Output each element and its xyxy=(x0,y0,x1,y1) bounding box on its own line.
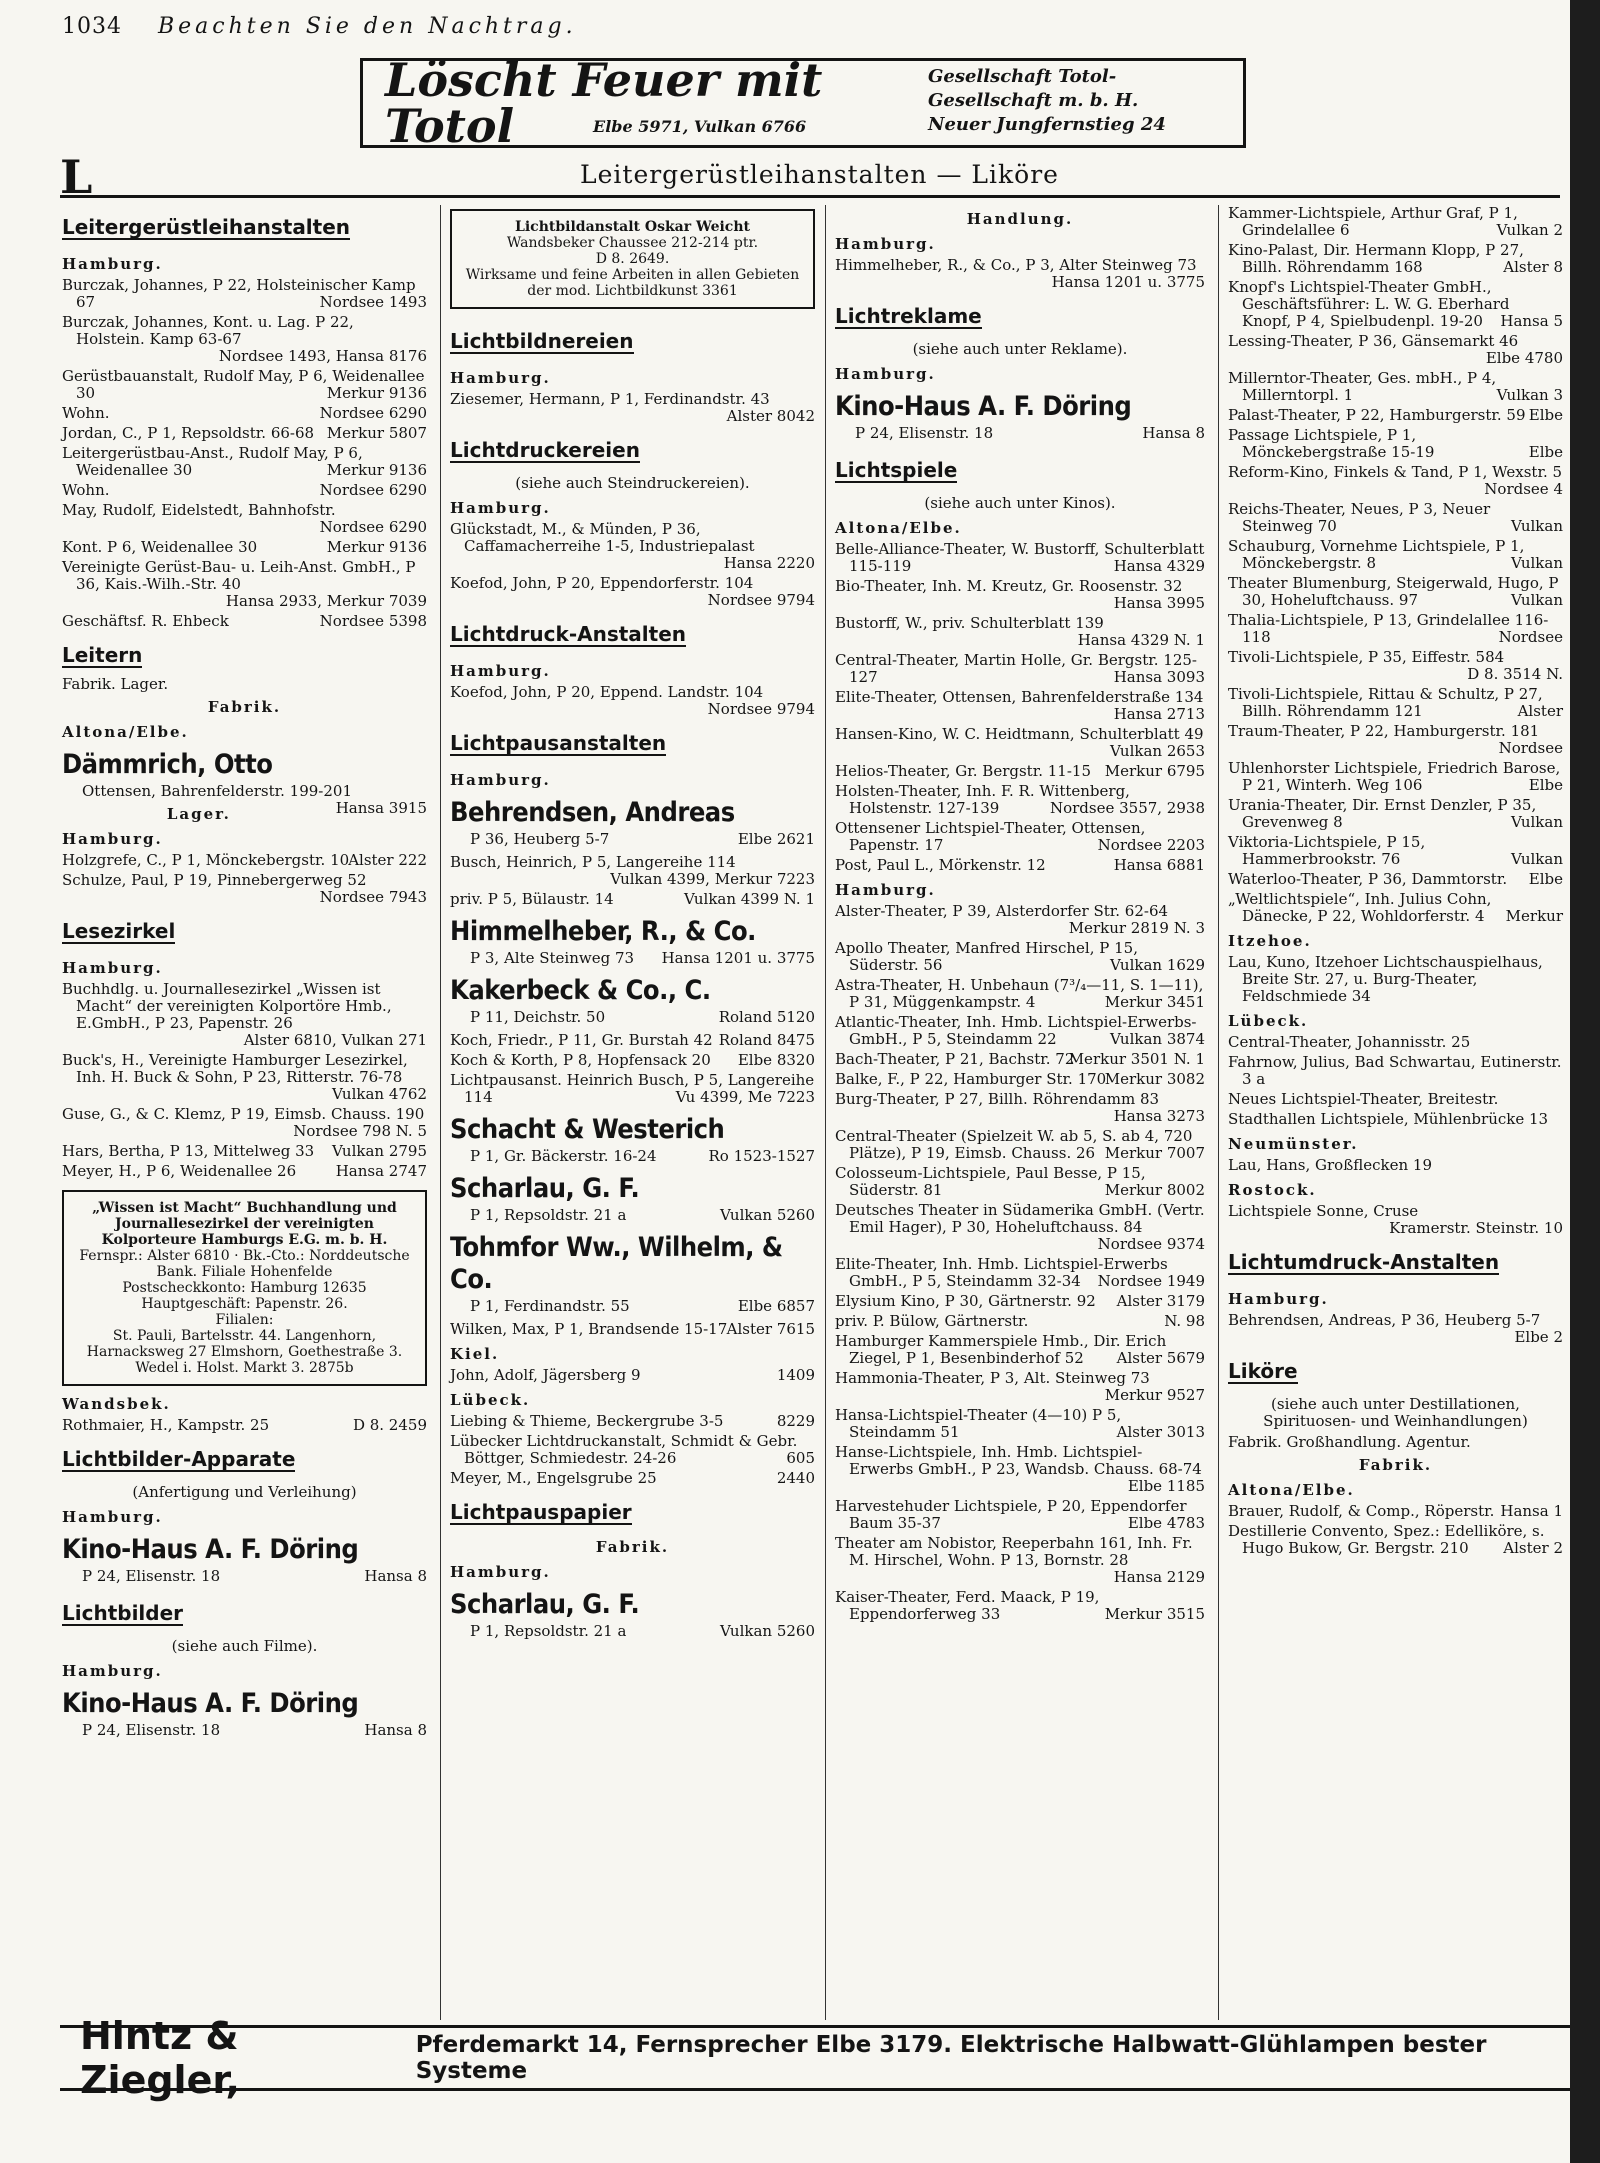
page-number: 1034 xyxy=(62,14,122,39)
ad-line: Fernspr.: Alster 6810 · Bk.-Cto.: Norddeutsche Bank. Filiale Hohenfelde xyxy=(79,1248,410,1280)
directory-entry: Burczak, Johannes, Kont. u. Lag. P 22, Holstein. Kamp 63-67 Nordsee 1493, Hansa 8176 xyxy=(62,313,427,365)
address: P 11, Deichstr. 50 xyxy=(470,1008,606,1026)
bottom-ad-firm: Hintz & Ziegler, xyxy=(80,2014,240,2102)
phone: Vulkan 5260 xyxy=(720,1622,815,1640)
entry-list xyxy=(1228,1503,1563,1557)
directory-entry: Alster-Theater, P 39, Alsterdorfer Str. 62-64 Merkur 2819 N. 3 xyxy=(835,902,1205,937)
directory-entry: Central-Theater, Martin Holle, Gr. Bergstr. 125-127 Hansa 3093 xyxy=(835,651,1205,686)
directory-entry: Elite-Theater, Ottensen, Bahrenfelderstraße 134 Hansa 2713 xyxy=(835,688,1205,723)
directory-entry: Destillerie Convento, Spez.: Edelliköre, s. Hugo Bukow, Gr. Bergstr. 210 Alster 2 xyxy=(1228,1522,1563,1557)
section-note: (siehe auch unter Kinos). xyxy=(924,494,1116,512)
section-heading: Lichtspiele xyxy=(835,458,958,482)
entry-list xyxy=(450,854,815,908)
directory-entry: Lau, Hans, Großflecken 19 xyxy=(1228,1156,1432,1174)
firm-name: Kakerbeck & Co., C. xyxy=(450,975,711,1006)
directory-entry: Fahrnow, Julius, Bad Schwartau, Eutinerstr. 3 a xyxy=(1228,1053,1562,1088)
directory-entry: Millerntor-Theater, Ges. mbH., P 4, Millerntorpl. 1 Vulkan 3 xyxy=(1228,369,1563,404)
directory-entry: Hamburger Kammerspiele Hmb., Dir. Erich Ziegel, P 1, Besenbinderhof 52 Alster 5679 xyxy=(835,1332,1205,1367)
directory-entry: Passage Lichtspiele, P 1, Mönckebergstraße 15-19 Elbe xyxy=(1228,426,1563,461)
phone: Ro 1523-1527 xyxy=(708,1147,815,1165)
firm-address xyxy=(450,1148,815,1165)
city-heading: Kiel. xyxy=(450,1345,500,1363)
directory-entry: Atlantic-Theater, Inh. Hmb. Lichtspiel-Erwerbs-GmbH., P 5, Steindamm 22 Vulkan 3874 xyxy=(835,1013,1205,1048)
section-heading: Lichtpauspapier xyxy=(450,1500,632,1524)
directory-entry: priv. P 5, Bülaustr. 14 Vulkan 4399 N. 1 xyxy=(450,890,815,908)
entry-list xyxy=(62,852,427,906)
phone: Roland 5120 xyxy=(718,1008,815,1026)
subheading-fabrik: Fabrik. xyxy=(207,698,282,716)
city-heading: Hamburg. xyxy=(835,235,936,253)
column-1 xyxy=(62,205,427,1745)
section-heading: Leitern xyxy=(62,643,143,667)
address: P 1, Ferdinandstr. 55 xyxy=(470,1297,630,1315)
directory-entry: Knopf's Lichtspiel-Theater GmbH., Geschäftsführer: L. W. G. Eberhard Knopf, P 4, Spielbudenpl. 19-20 Hansa 5 xyxy=(1228,278,1563,330)
firm-name: Tohmfor Ww., Wilhelm, & Co. xyxy=(450,1232,783,1295)
firm-name: Scharlau, G. F. xyxy=(450,1589,640,1620)
directory-entry: Himmelheber, R., & Co., P 3, Alter Steinweg 73 Hansa 1201 u. 3775 xyxy=(835,256,1205,291)
city-heading: Hamburg. xyxy=(450,369,551,387)
city-heading: Lübeck. xyxy=(1228,1012,1309,1030)
totol-advertisement xyxy=(360,53,1246,153)
city-heading: Altona/Elbe. xyxy=(62,723,189,741)
entry-list xyxy=(1228,205,1563,925)
directory-entry: Reichs-Theater, Neues, P 3, Neuer Steinweg 70 Vulkan xyxy=(1228,500,1563,535)
city-heading: Hamburg. xyxy=(450,771,551,789)
column-2 xyxy=(450,205,815,1646)
directory-entry: Gerüstbauanstalt, Rudolf May, P 6, Weidenallee 30 Merkur 9136 xyxy=(62,367,427,402)
city-heading: Hamburg. xyxy=(835,365,936,383)
directory-entry: Glückstadt, M., & Münden, P 36, Caffamacherreihe 1-5, Industriepalast Hansa 2220 xyxy=(450,520,815,572)
ad-line: Hauptgeschäft: Papenstr. 26. xyxy=(141,1296,348,1312)
directory-entry: Koefod, John, P 20, Eppendorferstr. 104 Nordsee 9794 xyxy=(450,574,815,609)
directory-entry: Theater Blumenburg, Steigerwald, Hugo, P 30, Hoheluftchauss. 97 Vulkan xyxy=(1228,574,1563,609)
ad-line: Wirksame und feine Arbeiten in allen Gebieten der mod. Lichtbildkunst 3361 xyxy=(465,267,800,299)
entry-list xyxy=(62,1417,427,1434)
firm-address xyxy=(450,831,815,848)
directory-entry: Hammonia-Theater, P 3, Alt. Steinweg 73 Merkur 9527 xyxy=(835,1369,1205,1404)
bottom-ad-text: Pferdemarkt 14, Fernsprecher Elbe 3179. Elektrische Halbwatt-Glühlampen bester Systeme xyxy=(415,2032,1487,2084)
directory-entry: Lichtpausanst. Heinrich Busch, P 5, Langereihe 114 Vu 4399, Me 7223 xyxy=(450,1071,815,1106)
phone: Elbe 6857 xyxy=(737,1297,815,1315)
directory-entry: Bio-Theater, Inh. M. Kreutz, Gr. Roosenstr. 32 Hansa 3995 xyxy=(835,577,1205,612)
city-heading: Hamburg. xyxy=(835,881,936,899)
directory-entry: Hansa-Lichtspiel-Theater (4—10) P 5, Steindamm 51 Alster 3013 xyxy=(835,1406,1205,1441)
directory-entry: Holsten-Theater, Inh. F. R. Wittenberg, Holstenstr. 127-139 Nordsee 3557, 2938 xyxy=(835,782,1205,817)
entry-list xyxy=(62,981,427,1180)
entry-list xyxy=(450,1413,815,1487)
directory-entry: Wilken, Max, P 1, Brandsende 15-17 Alster 7615 xyxy=(450,1320,815,1338)
totol-address: Neuer Jungfernstieg 24 xyxy=(928,114,1166,135)
directory-entry: Bach-Theater, P 21, Bachstr. 72 Merkur 3501 N. 1 xyxy=(835,1050,1205,1068)
directory-entry: Koefod, John, P 20, Eppend. Landstr. 104 Nordsee 9794 xyxy=(450,683,815,718)
address: P 3, Alte Steinweg 73 xyxy=(470,949,635,967)
entry-list xyxy=(1228,954,1563,1005)
address: P 24, Elisenstr. 18 xyxy=(82,1567,221,1585)
directory-entry: Busch, Heinrich, P 5, Langereihe 114 Vulkan 4399, Merkur 7223 xyxy=(450,853,815,888)
directory-entry: Neues Lichtspiel-Theater, Breitestr. xyxy=(1228,1090,1499,1108)
type-list: Fabrik. Lager. xyxy=(62,675,169,693)
firm-name: Kino-Haus A. F. Döring xyxy=(62,1688,359,1719)
directory-entry: Schulze, Paul, P 19, Pinnebergerweg 52 Nordsee 7943 xyxy=(62,871,427,906)
directory-entry: Stadthallen Lichtspiele, Mühlenbrücke 13 xyxy=(1228,1110,1549,1128)
section-heading: Lichtbildnereien xyxy=(450,329,634,353)
directory-entry: Koch & Korth, P 8, Hopfensack 20 Elbe 8320 xyxy=(450,1051,815,1069)
directory-entry: Leitergerüstbau-Anst., Rudolf May, P 6, Weidenallee 30 Merkur 9136 xyxy=(62,444,427,479)
directory-entry: Urania-Theater, Dir. Ernst Denzler, P 35, Grevenweg 8 Vulkan xyxy=(1228,796,1563,831)
directory-entry: Hanse-Lichtspiele, Inh. Hmb. Lichtspiel-Erwerbs GmbH., P 23, Wandsb. Chauss. 68-74 Elbe 1185 xyxy=(835,1443,1205,1495)
directory-entry: Jordan, C., P 1, Repsoldstr. 66-68 Merkur 5807 xyxy=(62,424,427,442)
section-note: (siehe auch unter Reklame). xyxy=(912,340,1128,358)
firm-address xyxy=(450,1207,815,1224)
city-heading: Lübeck. xyxy=(450,1391,531,1409)
entry-list xyxy=(450,684,815,718)
totol-company: Gesellschaft Totol-Gesellschaft m. b. H. xyxy=(928,66,1139,111)
totol-phone: Elbe 5971, Vulkan 6766 xyxy=(593,117,807,136)
totol-slogan: Löscht Feuer mit Totol xyxy=(385,53,823,153)
directory-entry: Tivoli-Lichtspiele, P 35, Eiffestr. 584 D 8. 3514 N. xyxy=(1228,648,1563,683)
directory-entry: Traum-Theater, P 22, Hamburgerstr. 181 Nordsee xyxy=(1228,722,1563,757)
directory-entry: Kont. P 6, Weidenallee 30 Merkur 9136 xyxy=(62,538,427,556)
directory-entry: Kammer-Lichtspiele, Arthur Graf, P 1, Grindelallee 6 Vulkan 2 xyxy=(1228,204,1563,239)
city-heading: Hamburg. xyxy=(62,1508,163,1526)
directory-entry: Palast-Theater, P 22, Hamburgerstr. 59 Elbe xyxy=(1228,406,1563,424)
entry-list xyxy=(62,277,427,630)
section-letter: L xyxy=(60,150,93,204)
directory-entry: Astra-Theater, H. Unbehaun (7³/₄—11, S. 1—11), P 31, Müggenkampstr. 4 Merkur 3451 xyxy=(835,976,1205,1011)
directory-entry: Apollo Theater, Manfred Hirschel, P 15, Süderstr. 56 Vulkan 1629 xyxy=(835,939,1205,974)
directory-entry: Rothmaier, H., Kampstr. 25 D 8. 2459 xyxy=(62,1416,427,1434)
city-heading: Itzehoe. xyxy=(1228,932,1312,950)
entry-list xyxy=(1228,1312,1563,1346)
directory-entry: Waterloo-Theater, P 36, Dammtorstr. Elbe xyxy=(1228,870,1563,888)
phone: Vulkan 5260 xyxy=(720,1206,815,1224)
wissen-ist-macht-advertisement xyxy=(62,1190,427,1386)
phone: Hansa 8 xyxy=(364,1721,427,1739)
section-heading: Lichtdruckereien xyxy=(450,438,640,462)
directory-entry: Tivoli-Lichtspiele, Rittau & Schultz, P 27, Billh. Röhrendamm 121 Alster xyxy=(1228,685,1563,720)
section-note: (Anfertigung und Verleihung) xyxy=(132,1483,357,1501)
directory-entry: Central-Theater, Johannisstr. 25 xyxy=(1228,1033,1471,1051)
section-heading: Lichtumdruck-Anstalten xyxy=(1228,1250,1500,1274)
subheading-lager: Lager. xyxy=(166,805,231,823)
entry-list xyxy=(835,903,1205,1623)
firm-name: Kino-Haus A. F. Döring xyxy=(835,391,1132,422)
directory-entry: Burg-Theater, P 27, Billh. Röhrendamm 83 Hansa 3273 xyxy=(835,1090,1205,1125)
firm-name: Scharlau, G. F. xyxy=(450,1173,640,1204)
section-heading: Lichtdruck-Anstalten xyxy=(450,622,687,646)
directory-entry: Behrendsen, Andreas, P 36, Heuberg 5-7 Elbe 2 xyxy=(1228,1311,1563,1346)
directory-entry: Geschäftsf. R. Ehbeck Nordsee 5398 xyxy=(62,612,427,630)
section-heading: Lichtpausanstalten xyxy=(450,731,667,755)
subheading-handlung: Handlung. xyxy=(966,210,1074,228)
directory-entry: Elysium Kino, P 30, Gärtnerstr. 92 Alster 3179 xyxy=(835,1292,1205,1310)
directory-entry: Wohn. Nordsee 6290 xyxy=(62,481,427,499)
directory-entry: Meyer, M., Engelsgrube 25 2440 xyxy=(450,1469,815,1487)
directory-entry: Buck's, H., Vereinigte Hamburger Lesezirkel, Inh. H. Buck & Sohn, P 23, Ritterstr. 76-78 Vulkan 4762 xyxy=(62,1051,427,1103)
directory-entry: Elite-Theater, Inh. Hmb. Lichtspiel-Erwerbs GmbH., P 5, Steindamm 32-34 Nordsee 1949 xyxy=(835,1255,1205,1290)
directory-entry: Belle-Alliance-Theater, W. Bustorff, Schulterblatt 115-119 Hansa 4329 xyxy=(835,540,1205,575)
address: P 24, Elisenstr. 18 xyxy=(855,424,994,442)
column-3 xyxy=(835,205,1205,1626)
firm-address xyxy=(450,1623,815,1640)
entry-list xyxy=(835,541,1205,874)
section-note: (siehe auch Filme). xyxy=(171,1637,318,1655)
city-heading: Rostock. xyxy=(1228,1181,1317,1199)
ad-line: D 8. 2649. xyxy=(595,251,670,267)
city-heading: Hamburg. xyxy=(1228,1290,1329,1308)
city-heading: Hamburg. xyxy=(450,499,551,517)
directory-entry: Harvestehuder Lichtspiele, P 20, Eppendorfer Baum 35-37 Elbe 4783 xyxy=(835,1497,1205,1532)
address: P 1, Repsoldstr. 21 a xyxy=(470,1622,627,1640)
address: P 1, Repsoldstr. 21 a xyxy=(470,1206,627,1224)
firm-address xyxy=(62,1568,427,1585)
directory-entry: John, Adolf, Jägersberg 9 1409 xyxy=(450,1366,815,1384)
directory-entry: Guse, G., & C. Klemz, P 19, Eimsb. Chauss. 190 Nordsee 798 N. 5 xyxy=(62,1105,427,1140)
directory-entry: Kino-Palast, Dir. Hermann Klopp, P 27, Billh. Röhrendamm 168 Alster 8 xyxy=(1228,241,1563,276)
scan-edge xyxy=(1570,0,1600,2163)
entry-list xyxy=(450,1032,815,1106)
directory-entry: Lichtspiele Sonne, Cruse Kramerstr. Steinstr. 10 xyxy=(1228,1202,1563,1237)
entry-list xyxy=(450,521,815,609)
firm-name: Behrendsen, Andreas xyxy=(450,797,735,828)
firm-address xyxy=(835,425,1205,442)
firm-address xyxy=(450,1298,815,1315)
directory-entry: Holzgrefe, C., P 1, Mönckebergstr. 10 Alster 222 xyxy=(62,851,427,869)
directory-entry: Hars, Bertha, P 13, Mittelweg 33 Vulkan 2795 xyxy=(62,1142,427,1160)
oskar-weicht-advertisement xyxy=(450,209,815,309)
directory-entry: Viktoria-Lichtspiele, P 15, Hammerbrookstr. 76 Vulkan xyxy=(1228,833,1563,868)
section-heading: Leitergerüstleihanstalten xyxy=(62,215,351,239)
directory-entry: Wohn. Nordsee 6290 xyxy=(62,404,427,422)
directory-entry: Schauburg, Vornehme Lichtspiele, P 1, Mönckebergstr. 8 Vulkan xyxy=(1228,537,1563,572)
directory-entry: Buchhdlg. u. Journallesezirkel „Wissen ist Macht“ der vereinigten Kolportöre Hmb., E.GmbH., P 23, Papenstr. 26 Alster 6810, Vulkan 271 xyxy=(62,980,427,1049)
directory-entry: priv. P. Bülow, Gärtnerstr. N. 98 xyxy=(835,1312,1205,1330)
column-divider xyxy=(1218,205,1219,2020)
city-heading: Hamburg. xyxy=(62,830,163,848)
entry-list xyxy=(835,257,1205,291)
address: P 1, Gr. Bäckerstr. 16-24 xyxy=(470,1147,657,1165)
type-list: Fabrik. Großhandlung. Agentur. xyxy=(1228,1433,1471,1451)
directory-entry: Meyer, H., P 6, Weidenallee 26 Hansa 2747 xyxy=(62,1162,427,1180)
page-header xyxy=(62,14,577,39)
header-note: Beachten Sie den Nachtrag. xyxy=(158,14,577,39)
city-heading: Altona/Elbe. xyxy=(835,519,962,537)
entry-list xyxy=(450,1367,815,1384)
directory-entry: Deutsches Theater in Südamerika GmbH. (Vertr. Emil Hager), P 30, Hoheluftchauss. 84 Nordsee 9374 xyxy=(835,1201,1205,1253)
firm-address xyxy=(62,1722,427,1739)
directory-entry: Ziesemer, Hermann, P 1, Ferdinandstr. 43 Alster 8042 xyxy=(450,390,815,425)
entry-list xyxy=(450,1321,815,1338)
city-heading: Hamburg. xyxy=(450,662,551,680)
phone: Hansa 8 xyxy=(364,1567,427,1585)
firm-address xyxy=(450,1009,815,1026)
city-heading: Hamburg. xyxy=(450,1563,551,1581)
directory-entry: May, Rudolf, Eidelstedt, Bahnhofstr. Nordsee 6290 xyxy=(62,501,427,536)
section-heading: Lesezirkel xyxy=(62,919,176,943)
page-title: Leitergerüstleihanstalten — Liköre xyxy=(580,160,1059,189)
phone: Elbe 2621 xyxy=(737,830,815,848)
subheading-fabrik: Fabrik. xyxy=(1358,1456,1433,1474)
city-heading: Neumünster. xyxy=(1228,1135,1359,1153)
phone: Hansa 8 xyxy=(1142,424,1205,442)
ad-line: Lichtbildanstalt Oskar Weicht xyxy=(515,219,750,235)
city-heading: Hamburg. xyxy=(62,959,163,977)
ad-line: Postscheckkonto: Hamburg 12635 xyxy=(122,1280,367,1296)
entry-list xyxy=(1228,1157,1563,1174)
city-heading: Hamburg. xyxy=(62,1662,163,1680)
firm-name: Himmelheber, R., & Co. xyxy=(450,916,756,947)
directory-entry: Theater am Nobistor, Reeperbahn 161, Inh. Fr. M. Hirschel, Wohn. P 13, Bornstr. 28 Hansa 2129 xyxy=(835,1534,1205,1586)
directory-entry: Bustorff, W., priv. Schulterblatt 139 Hansa 4329 N. 1 xyxy=(835,614,1205,649)
directory-entry: Ottensener Lichtspiel-Theater, Ottensen, Papenstr. 17 Nordsee 2203 xyxy=(835,819,1205,854)
directory-entry: Lessing-Theater, P 36, Gänsemarkt 46 Elbe 4780 xyxy=(1228,332,1563,367)
subheading-fabrik: Fabrik. xyxy=(595,1538,670,1556)
section-heading: Lichtbilder xyxy=(62,1601,184,1625)
section-heading: Lichtreklame xyxy=(835,304,982,328)
section-note: (siehe auch unter Destillationen, Spirituosen- und Weinhandlungen) xyxy=(1263,1395,1528,1430)
directory-entry: Uhlenhorster Lichtspiele, Friedrich Barose, P 21, Winterh. Weg 106 Elbe xyxy=(1228,759,1563,794)
directory-entry: Liebing & Thieme, Beckergrube 3-5 8229 xyxy=(450,1412,815,1430)
totol-company-block xyxy=(928,65,1233,137)
ad-line: Wandsbeker Chaussee 212-214 ptr. xyxy=(506,235,759,251)
city-heading: Wandsbek. xyxy=(62,1395,171,1413)
column-divider xyxy=(440,205,441,2020)
column-4 xyxy=(1228,205,1563,1560)
directory-entry: Brauer, Rudolf, & Comp., Röperstr. Hansa 1 xyxy=(1228,1502,1563,1520)
directory-entry: Reform-Kino, Finkels & Tand, P 1, Wexstr. 5 Nordsee 4 xyxy=(1228,463,1563,498)
directory-entry: Thalia-Lichtspiele, P 13, Grindelallee 116-118 Nordsee xyxy=(1228,611,1563,646)
entry-list xyxy=(1228,1203,1563,1237)
directory-entry: Colosseum-Lichtspiele, Paul Besse, P 15, Süderstr. 81 Merkur 8002 xyxy=(835,1164,1205,1199)
firm-name: Dämmrich, Otto xyxy=(62,749,273,780)
directory-entry: Post, Paul L., Mörkenstr. 12 Hansa 6881 xyxy=(835,856,1205,874)
directory-entry: Central-Theater (Spielzeit W. ab 5, S. ab 4, 720 Plätze), P 19, Eimsb. Chauss. 26 Merkur 7007 xyxy=(835,1127,1205,1162)
entry-list xyxy=(1228,1034,1563,1128)
section-heading: Lichtbilder-Apparate xyxy=(62,1447,296,1471)
hintz-ziegler-advertisement xyxy=(60,2014,1570,2102)
directory-entry: Lübecker Lichtdruckanstalt, Schmidt & Gebr. Böttger, Schmiedestr. 24-26 605 xyxy=(450,1432,815,1467)
column-divider xyxy=(825,205,826,2020)
city-heading: Hamburg. xyxy=(62,255,163,273)
address: P 24, Elisenstr. 18 xyxy=(82,1721,221,1739)
directory-entry: Kaiser-Theater, Ferd. Maack, P 19, Eppendorferweg 33 Merkur 3515 xyxy=(835,1588,1205,1623)
section-note: (siehe auch Steindruckereien). xyxy=(515,474,750,492)
directory-entry: Vereinigte Gerüst-Bau- u. Leih-Anst. GmbH., P 36, Kais.-Wilh.-Str. 40 Hansa 2933, Merkur 7039 xyxy=(62,558,427,610)
address: P 36, Heuberg 5-7 xyxy=(470,830,610,848)
ad-line: Filialen: xyxy=(215,1312,274,1328)
section-heading: Liköre xyxy=(1228,1359,1298,1383)
firm-name: Schacht & Westerich xyxy=(450,1114,725,1145)
firm-address xyxy=(450,950,815,967)
directory-entry: Hansen-Kino, W. C. Heidtmann, Schulterblatt 49 Vulkan 2653 xyxy=(835,725,1205,760)
ad-line: St. Pauli, Bartelsstr. 44. Langenhorn, Harnacksweg 27 Elmshorn, Goethestraße 3. Wedel i. Holst. Markt 3. 2875b xyxy=(86,1328,403,1376)
city-heading: Altona/Elbe. xyxy=(1228,1481,1355,1499)
directory-entry: „Weltlichtspiele“, Inh. Julius Cohn, Dänecke, P 22, Wohldorferstr. 4 Merkur xyxy=(1228,890,1563,925)
phone: Hansa 1201 u. 3775 xyxy=(661,949,815,967)
ad-line: „Wissen ist Macht“ Buchhandlung und Journallesezirkel der vereinigten Kolporteure Hamburgs E.G. m. b. H. xyxy=(92,1200,397,1248)
address: Ottensen, Bahrenfelderstr. 199-201 xyxy=(82,782,352,800)
phone: Hansa 3915 xyxy=(335,799,427,817)
directory-entry: Balke, F., P 22, Hamburger Str. 170 Merkur 3082 xyxy=(835,1070,1205,1088)
directory-entry: Helios-Theater, Gr. Bergstr. 11-15 Merkur 6795 xyxy=(835,762,1205,780)
directory-entry: Koch, Friedr., P 11, Gr. Burstah 42 Roland 8475 xyxy=(450,1031,815,1049)
header-rule xyxy=(60,195,1560,198)
directory-entry: Lau, Kuno, Itzehoer Lichtschauspielhaus, Breite Str. 27, u. Burg-Theater, Feldschmiede 34 xyxy=(1228,953,1543,1005)
directory-entry: Burczak, Johannes, P 22, Holsteinischer Kamp 67 Nordsee 1493 xyxy=(62,276,427,311)
entry-list xyxy=(450,391,815,425)
firm-name: Kino-Haus A. F. Döring xyxy=(62,1534,359,1565)
